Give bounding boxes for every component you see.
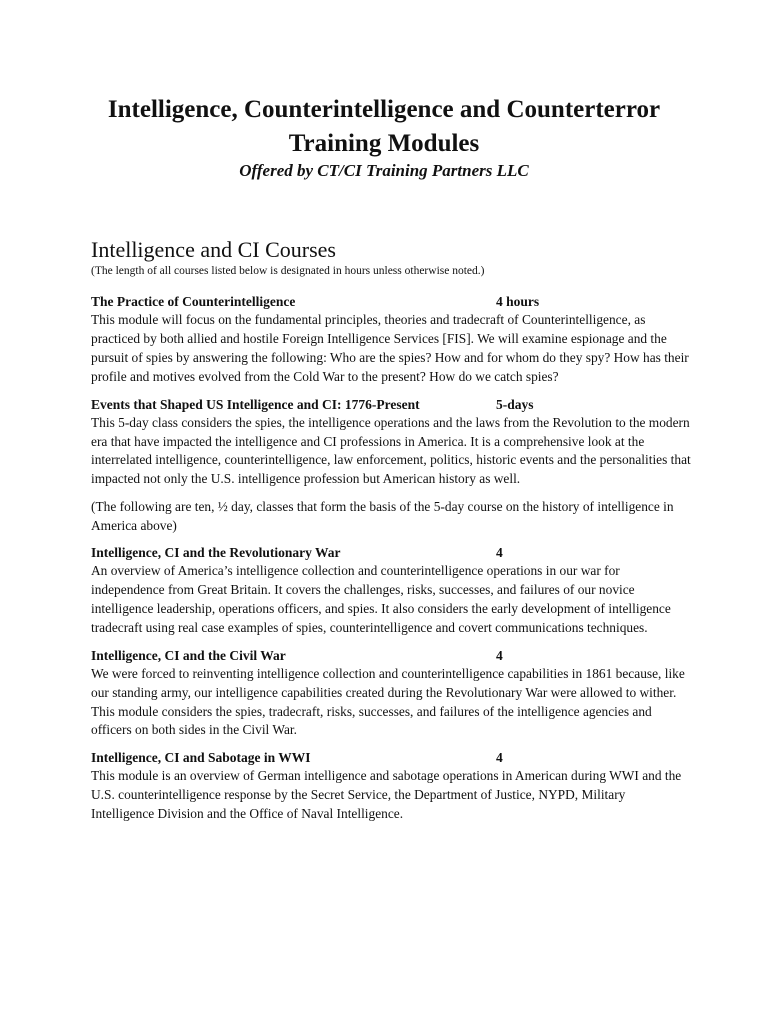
section-note: (The length of all courses listed below is designated in hours unless otherwise noted.) — [91, 265, 485, 277]
course-name: The Practice of Counterintelligence — [91, 294, 296, 309]
course-sabotage-wwi — [91, 749, 691, 824]
course-description: This module will focus on the fundamental principles, theories and tradecraft of Counterintelligence, as practiced by both allied and hostile Foreign Intelligence Services [FIS]. We will examine espionage and the pursuit of spies by answering the following: Who are the spies? How and for whom do they spy? How has their profile and motives evolved from the Cold War to the present? How do we catch spies? — [91, 312, 689, 384]
course-description: This 5-day class considers the spies, the intelligence operations and the laws from the Revolution to the modern era that have impacted the intelligence and CI professions in America. It is a comprehensive look at the interrelated intelligence, counterintelligence, law enforcement, politics, historic events and the personalities that impacted not only the U.S. intelligence profession but American history as well. — [91, 414, 691, 487]
course-header — [91, 647, 691, 665]
course-header — [91, 749, 691, 767]
course-length: 4 — [496, 750, 503, 766]
course-header — [91, 293, 691, 311]
course-header — [91, 544, 691, 562]
section-heading: Intelligence and CI Courses — [91, 237, 336, 262]
course-events-shaped-us-intelligence — [91, 396, 691, 490]
document-title-line-2: Training Modules — [288, 130, 480, 157]
course-length: 4 — [496, 545, 503, 561]
course-header — [91, 396, 691, 414]
course-practice-of-ci — [91, 293, 691, 387]
course-description: An overview of America’s intelligence collection and counterintelligence operations in our war for independence from Great Britain. It covers the challenges, risks, successes, and failures of our novice intelligence leadership, operations officers, and spies. It also considers the early development of intelligence tradecraft using real case examples of spies, counterintelligence and covert communications techniques. — [91, 563, 671, 635]
course-name: Intelligence, CI and the Civil War — [91, 647, 286, 663]
course-name: Events that Shaped US Intelligence and CI: 1776-Present — [91, 396, 420, 412]
course-name: Intelligence, CI and Sabotage in WWI — [91, 750, 311, 766]
course-revolutionary-war — [91, 544, 691, 638]
course-length: 5-days — [496, 396, 534, 412]
course-length: 4 hours — [496, 294, 540, 309]
course-description: We were forced to reinventing intelligence collection and counterintelligence capabilities in 1861 because, like our standing army, our intelligence capabilities created during the Revolutionary War were allowed to wither. This module considers the spies, tradecraft, risks, successes, and failures of the intelligence agencies and officers on both sides in the Civil War. — [91, 665, 685, 738]
document-title-line-1: Intelligence, Counterintelligence and Counterterror — [107, 96, 661, 123]
document-subtitle: Offered by CT/CI Training Partners LLC — [239, 161, 529, 180]
document-body — [91, 236, 691, 833]
course-name: Intelligence, CI and the Revolutionary War — [91, 545, 341, 561]
course-description: This module is an overview of German intelligence and sabotage operations in American during WWI and the U.S. counterintelligence response by the Secret Service, the Department of Justice, NYPD, Military Intelligence Division and the Office of Naval Intelligence. — [91, 768, 682, 822]
course-civil-war — [91, 647, 691, 741]
course-length: 4 — [496, 647, 503, 663]
interlude-note: (The following are ten, ½ day, classes that form the basis of the 5-day course on the history of intelligence in America above) — [91, 499, 674, 534]
